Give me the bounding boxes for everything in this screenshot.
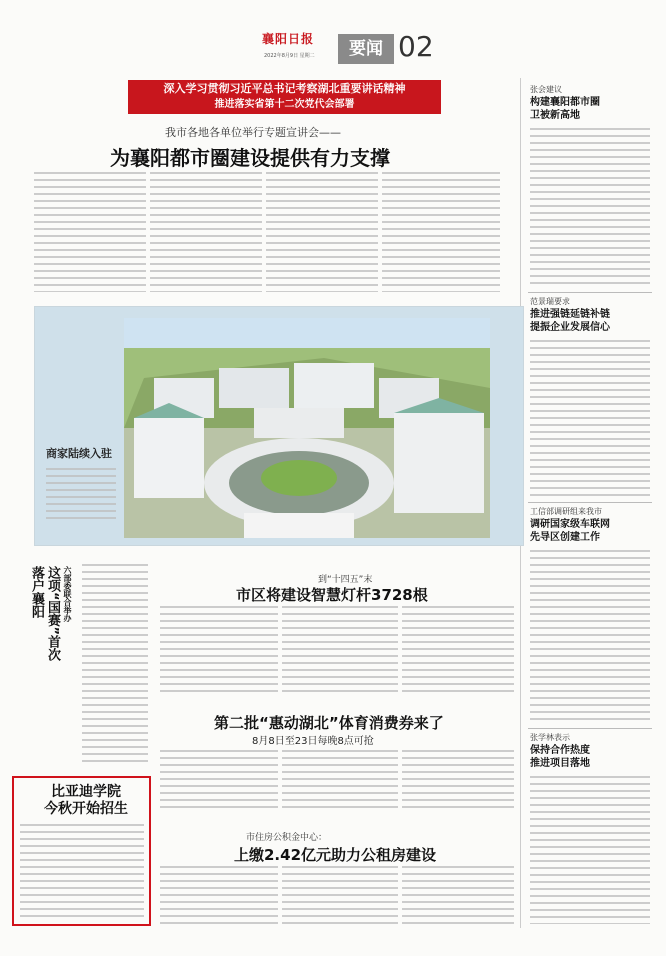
right-story-2-title-line2: 提振企业发展信心 xyxy=(530,322,610,333)
voucher-text-col-3 xyxy=(402,748,514,812)
vertical-story-kicker: 六部委联合举办 xyxy=(63,566,72,622)
fund-text-col-2 xyxy=(282,864,398,924)
right-story-1-title-line2: 卫被新高地 xyxy=(530,110,580,121)
right-story-3-kicker: 工信部调研组来我市 xyxy=(530,507,602,516)
fund-story-kicker: 市住房公积金中心： xyxy=(246,833,328,843)
lamp-story-title: 市区将建设智慧灯杆3728根 xyxy=(236,586,428,604)
voucher-story-subtitle: 8月8日至23日每晚8点可抢 xyxy=(252,736,374,747)
red-banner xyxy=(128,80,441,114)
right-story-3-title-line2: 先导区创建工作 xyxy=(530,532,600,543)
voucher-text-col-1 xyxy=(160,748,278,812)
right-story-4-text xyxy=(530,774,650,924)
lamp-story-kicker: 到“十四五”末 xyxy=(318,575,373,585)
right-story-4-title-line1: 保持合作热度 xyxy=(530,745,590,756)
issue-date: 2022年8月9日 星期二 xyxy=(264,53,315,59)
lead-kicker: 我市各地各单位举行专题宣讲会—— xyxy=(165,126,341,139)
photo-caption-text xyxy=(46,466,116,522)
right-divider-2 xyxy=(528,502,652,503)
lead-headline: 为襄阳都市圈建设提供有力支撑 xyxy=(110,146,390,170)
lead-text-col-2 xyxy=(150,170,262,292)
vertical-story-text xyxy=(82,562,148,762)
lamp-text-col-2 xyxy=(282,604,398,694)
voucher-story-title: 第二批“惠动湖北”体育消费券来了 xyxy=(214,714,444,732)
right-story-2-kicker: 范景瑞要求 xyxy=(530,297,570,306)
campus-aerial-photo xyxy=(124,318,490,538)
byd-story-title-line2: 今秋开始招生 xyxy=(44,801,128,817)
right-story-4-kicker: 张学林表示 xyxy=(530,733,570,742)
fund-story-title: 上缴2.42亿元助力公租房建设 xyxy=(234,846,437,864)
byd-story-title-line1: 比亚迪学院 xyxy=(51,784,121,800)
page-number: 02 xyxy=(398,30,434,63)
voucher-text-col-2 xyxy=(282,748,398,812)
lamp-text-col-1 xyxy=(160,604,278,694)
lead-text-col-4 xyxy=(382,170,500,292)
newspaper-logo: 襄阳日报 xyxy=(262,32,315,46)
byd-story-text xyxy=(20,822,144,920)
banner-line-2: 推进落实省第十二次党代会部署 xyxy=(214,99,355,110)
right-divider-1 xyxy=(528,292,652,293)
photo-caption-title: 商家陆续入驻 xyxy=(46,447,112,460)
right-story-3-title-line1: 调研国家级车联网 xyxy=(530,519,610,530)
right-story-1-text xyxy=(530,126,650,288)
right-story-2-title-line1: 推进强链延链补链 xyxy=(530,309,610,320)
right-story-2-text xyxy=(530,338,650,498)
right-story-4-title-line2: 推进项目落地 xyxy=(530,758,590,769)
right-divider-3 xyxy=(528,728,652,729)
right-story-3-text xyxy=(530,548,650,724)
fund-text-col-3 xyxy=(402,864,514,924)
vertical-story-title-line1: 这项“国赛”首次 xyxy=(45,566,60,662)
lead-text-col-1 xyxy=(34,170,146,292)
fund-text-col-1 xyxy=(160,864,278,924)
lamp-text-col-3 xyxy=(402,604,514,694)
right-story-1-title-line1: 构建襄阳都市圈 xyxy=(530,97,600,108)
vertical-story-title-line2: 落户襄阳 xyxy=(29,566,44,618)
banner-line-1: 深入学习贯彻习近平总书记考察湖北重要讲话精神 xyxy=(163,82,406,95)
lead-text-col-3 xyxy=(266,170,378,292)
section-label: 要闻 xyxy=(338,34,394,64)
right-story-1-kicker: 张会建议 xyxy=(530,85,562,94)
